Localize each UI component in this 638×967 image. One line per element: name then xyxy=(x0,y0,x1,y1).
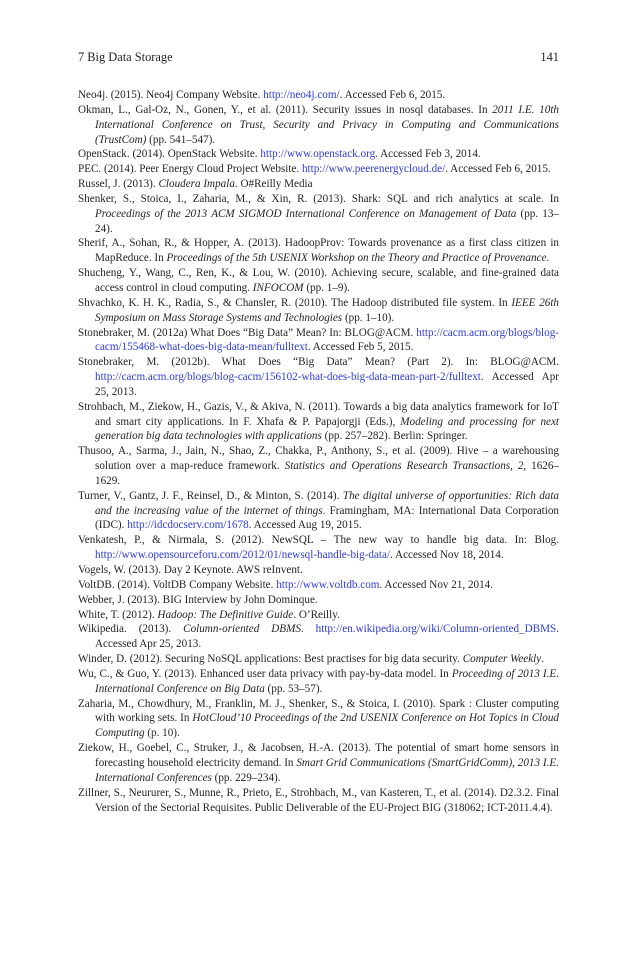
reference-text: Stonebraker, M. (2012b). What Does “Big Data” Mean? (Part 2). In: BLOG@ACM. xyxy=(78,356,559,369)
reference-text: (pp. 229–234). xyxy=(211,771,281,784)
reference-text: . Accessed Aug 19, 2015. xyxy=(248,519,362,532)
reference-text: Vogels, W. (2013). Day 2 Keynote. AWS reInvent. xyxy=(78,564,303,576)
reference-source-title: The digital universe of opportunities: Rich data and the increasing value of the internet of things xyxy=(95,489,560,517)
reference-text: Venkatesh, P., & Nirmala, S. (2012). NewSQL – The new way to handle big data. In: Blog. xyxy=(78,534,559,547)
reference-text: Neo4j. (2015). Neo4j Company Website. xyxy=(78,89,264,101)
reference-entry xyxy=(78,162,559,177)
reference-text: , 1626–1629. xyxy=(95,460,560,487)
reference-text: Zillner, S., Neururer, S., Munne, R., Prieto, E., Strohbach, M., van Kasteren, T., et al. (2014). D2.3.2. Final Version of the Sectorial Requisites. Public Deliverable of the EU-Project BIG (318062; ICT-2011.4.4). xyxy=(78,786,559,814)
reference-source-title: Proceedings of the 2013 ACM SIGMOD International Conference on Management of Data xyxy=(95,207,517,220)
reference-source-title: Cloudera Impala xyxy=(158,178,235,191)
reference-entry xyxy=(78,444,559,489)
reference-text: Shucheng, Y., Wang, C., Ren, K., & Lou, W. (2010). Achieving secure, scalable, and fine-grained data access control in cloud computing. xyxy=(78,267,559,294)
reference-entry xyxy=(78,741,559,786)
reference-entry xyxy=(78,103,559,148)
reference-text: (p. 10). xyxy=(144,727,180,740)
reference-text: (pp. 1–10). xyxy=(342,311,395,324)
reference-text: OpenStack. (2014). OpenStack Website. xyxy=(78,148,261,161)
reference-text: Wikipedia. (2013). xyxy=(78,623,184,636)
reference-text: Ziekow, H., Goebel, C., Struker, J., & Jacobsen, H.-A. (2013). The potential of smart home sensors in forecasting household electricity demand. In xyxy=(78,742,559,769)
reference-source-title: 2011 I.E. 10th International Conference on Trust, Security and Privacy in Computing and Communications (TrustCom) xyxy=(95,103,559,146)
reference-text: . xyxy=(541,653,544,666)
reference-entry xyxy=(78,489,559,534)
reference-source-title: Column-oriented DBMS xyxy=(183,623,301,636)
reference-text: Strohbach, M., Ziekow, H., Gazis, V., & Akiva, N. (2011). Towards a big data analytics framework for IoT and smart city applications. In F. Xhafa & P. Papajorgji (Eds.), xyxy=(78,400,559,428)
reference-entry xyxy=(78,593,559,608)
reference-entry xyxy=(78,786,559,816)
reference-text: . Framingham, MA: International Data Corporation (IDC). xyxy=(95,504,559,532)
reference-text: . Accessed Nov 21, 2014. xyxy=(379,578,494,591)
reference-text: . Accessed Feb 6, 2015. xyxy=(445,163,551,176)
page-number: 141 xyxy=(540,50,559,64)
reference-entry xyxy=(78,533,559,563)
reference-source-title: Proceedings of the 5th USENIX Workshop on the Theory and Practice of Provenance xyxy=(166,252,547,265)
reference-entry xyxy=(78,355,559,400)
reference-source-title: Hadoop: The Definitive Guide xyxy=(157,608,294,621)
reference-text: (pp. 53–57). xyxy=(264,682,323,695)
reference-text: (pp. 13–24). xyxy=(95,207,559,235)
reference-entry xyxy=(78,608,559,623)
chapter-title: 7 Big Data Storage xyxy=(78,50,173,64)
reference-source-title: INFOCOM xyxy=(252,281,304,294)
reference-entry xyxy=(78,236,559,266)
reference-text: . Accessed Apr 25, 2013. xyxy=(95,623,560,651)
reference-text: Sherif, A., Sohan, R., & Hopper, A. (2013). HadoopProv: Towards provenance as a first class citizen in MapReduce. In xyxy=(78,237,559,265)
reference-text: PEC. (2014). Peer Energy Cloud Project Website. xyxy=(78,163,302,176)
reference-source-title: Smart Grid Communications (SmartGridComm), 2013 I.E. International Conferences xyxy=(95,756,559,784)
reference-text: (pp. 257–282). Berlin: Springer. xyxy=(321,430,468,443)
reference-text: Shenker, S., Stoica, I., Zaharia, M., & Xin, R. (2013). Shark: SQL and rich analytics at scale. In xyxy=(78,192,559,205)
reference-entry xyxy=(78,326,559,356)
reference-text: Stonebraker, M. (2012a) What Does “Big Data” Mean? In: BLOG@ACM. xyxy=(78,326,417,339)
reference-text: (pp. 1–9). xyxy=(303,281,350,294)
reference-link[interactable]: http://en.wikipedia.org/wiki/Column-oriented_DBMS xyxy=(315,623,557,636)
reference-link[interactable]: http://www.voltdb.com xyxy=(276,578,380,591)
reference-text: . Accessed Apr 25, 2013. xyxy=(95,371,559,398)
reference-text: (pp. 541–547). xyxy=(146,133,216,146)
reference-text: VoltDB. (2014). VoltDB Company Website. xyxy=(78,578,277,591)
reference-source-title: Modeling and processing for next generation big data technologies with applications xyxy=(95,415,559,443)
reference-list xyxy=(78,88,559,815)
reference-text: White, T. (2012). xyxy=(78,608,158,621)
reference-source-title: HotCloud’10 Proceedings of the 2nd USENIX Conference on Hot Topics in Cloud Computing xyxy=(95,712,559,740)
reference-text: Thusoo, A., Sarma, J., Jain, N., Shao, Z., Chakka, P., Anthony, S., et al. (2009). Hive – a warehousing solution over a map-reduce framework. xyxy=(78,445,559,473)
reference-link[interactable]: http://cacm.acm.org/blogs/blog-cacm/156102-what-does-big-data-mean-part-2/fulltext xyxy=(95,371,481,384)
reference-text: Shvachko, K. H. K., Radia, S., & Chansler, R. (2010). The Hadoop distributed file system. In xyxy=(78,296,512,309)
reference-text: . Accessed Feb 5, 2015. xyxy=(307,341,414,354)
reference-link[interactable]: http://www.peerenergycloud.de/ xyxy=(301,163,446,176)
reference-text: . Accessed Feb 3, 2014. xyxy=(375,148,481,161)
reference-text: . Accessed Feb 6, 2015. xyxy=(339,89,446,101)
reference-text: . xyxy=(546,252,550,265)
reference-text: . Accessed Nov 18, 2014. xyxy=(390,549,504,562)
reference-entry xyxy=(78,266,559,296)
reference-link[interactable]: http://www.opensourceforu.com/2012/01/newsql-handle-big-data/ xyxy=(95,549,391,562)
reference-entry xyxy=(78,622,559,652)
reference-source-title: Proceeding of 2013 I.E. International Conference on Big Data xyxy=(95,667,559,695)
reference-entry xyxy=(78,578,559,593)
reference-text: Winder, D. (2012). Securing NoSQL applications: Best practises for big data security. xyxy=(78,653,463,666)
reference-entry xyxy=(78,147,559,162)
reference-link[interactable]: http://idcdocserv.com/1678 xyxy=(127,519,249,532)
reference-entry xyxy=(78,88,559,103)
reference-entry xyxy=(78,667,559,697)
reference-source-title: IEEE 26th Symposium on Mass Storage Systems and Technologies xyxy=(95,296,559,324)
reference-entry xyxy=(78,563,559,578)
reference-text: Zaharia, M., Chowdhury, M., Franklin, M. J., Shenker, S., & Stoica, I. (2010). Spark : Cluster computing with working sets. In xyxy=(78,697,559,725)
reference-entry xyxy=(78,400,559,445)
reference-link[interactable]: http://www.openstack.org xyxy=(260,148,376,161)
reference-text: Okman, L., Gal-Oz, N., Gonen, Y., et al. (2011). Security issues in nosql databases. In xyxy=(78,103,493,116)
running-header xyxy=(78,50,559,66)
reference-source-title: Computer Weekly xyxy=(462,653,542,666)
reference-entry xyxy=(78,697,559,742)
reference-text: Wu, C., & Guo, Y. (2013). Enhanced user data privacy with pay-by-data model. In xyxy=(78,667,452,680)
reference-entry xyxy=(78,177,559,192)
reference-text: . O’Reilly. xyxy=(293,608,340,621)
reference-entry xyxy=(78,652,559,667)
reference-source-title: Statistics and Operations Research Transactions, 2 xyxy=(284,460,524,473)
reference-text: Webber, J. (2013). BIG Interview by John Dominque. xyxy=(78,593,318,606)
reference-text: Russel, J. (2013). xyxy=(78,178,159,191)
reference-text: . xyxy=(300,623,316,636)
reference-link[interactable]: http://neo4j.com/ xyxy=(263,89,340,101)
reference-text: Turner, V., Gantz, J. F., Reinsel, D., & Minton, S. (2014). xyxy=(78,489,343,502)
reference-entry xyxy=(78,192,559,237)
reference-entry xyxy=(78,296,559,326)
reference-text: . O#Reilly Media xyxy=(234,178,313,191)
reference-link[interactable]: http://cacm.acm.org/blogs/blog-cacm/155468-what-does-big-data-mean/fulltext xyxy=(95,326,559,354)
